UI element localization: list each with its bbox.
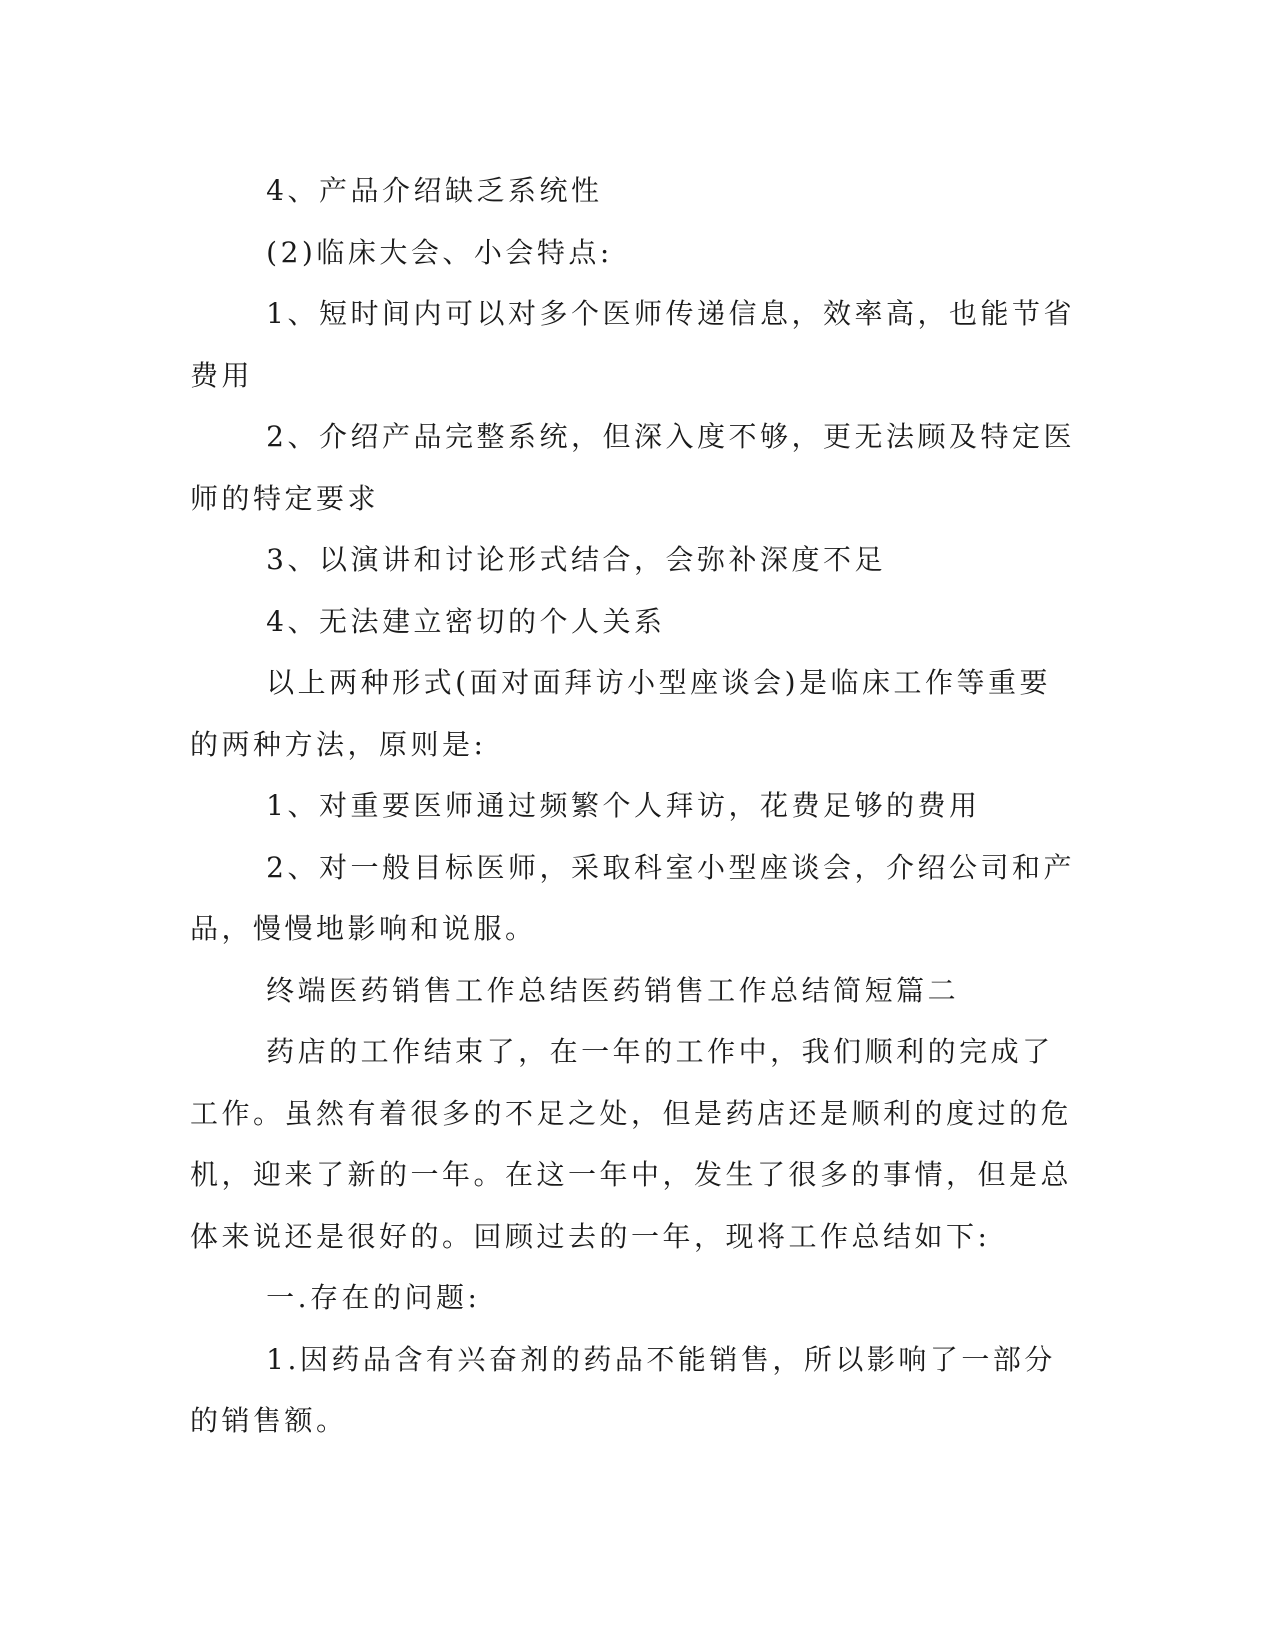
paragraph: 4、无法建立密切的个人关系 (266, 604, 666, 638)
subsection-heading: 一.存在的问题: (266, 1281, 481, 1314)
paragraph: 1、短时间内可以对多个医师传递信息，效率高，也能节省费用 (190, 297, 1075, 392)
paragraph: 1.因药品含有兴奋剂的药品不能销售，所以影响了一部分的销售额。 (190, 1342, 1056, 1437)
paragraph: 2、对一般目标医师，采取科室小型座谈会，介绍公司和产品，慢慢地影响和说服。 (190, 850, 1075, 945)
paragraph: 3、以演讲和讨论形式结合，会弥补深度不足 (266, 543, 886, 576)
paragraph: 2、介绍产品完整系统，但深入度不够，更无法顾及特定医师的特定要求 (190, 420, 1075, 515)
document-body (190, 160, 1080, 1452)
paragraph: 1、对重要医师通过频繁个人拜访，花费足够的费用 (266, 789, 981, 822)
section-heading: 终端医药销售工作总结医药销售工作总结简短篇二 (266, 973, 960, 1007)
paragraph: 4、产品介绍缺乏系统性 (266, 174, 603, 207)
paragraph: 以上两种形式(面对面拜访小型座谈会)是临床工作等重要的两种方法，原则是: (190, 666, 1052, 761)
paragraph: (2)临床大会、小会特点: (266, 235, 613, 269)
paragraph: 药店的工作结束了，在一年的工作中，我们顺利的完成了工作。虽然有着很多的不足之处，但是药店还是顺利的度过的危机，迎来了新的一年。在这一年中，发生了很多的事情，但是总体来说还是很好的。回顾过去的一年，现将工作总结如下: (190, 1035, 1073, 1253)
